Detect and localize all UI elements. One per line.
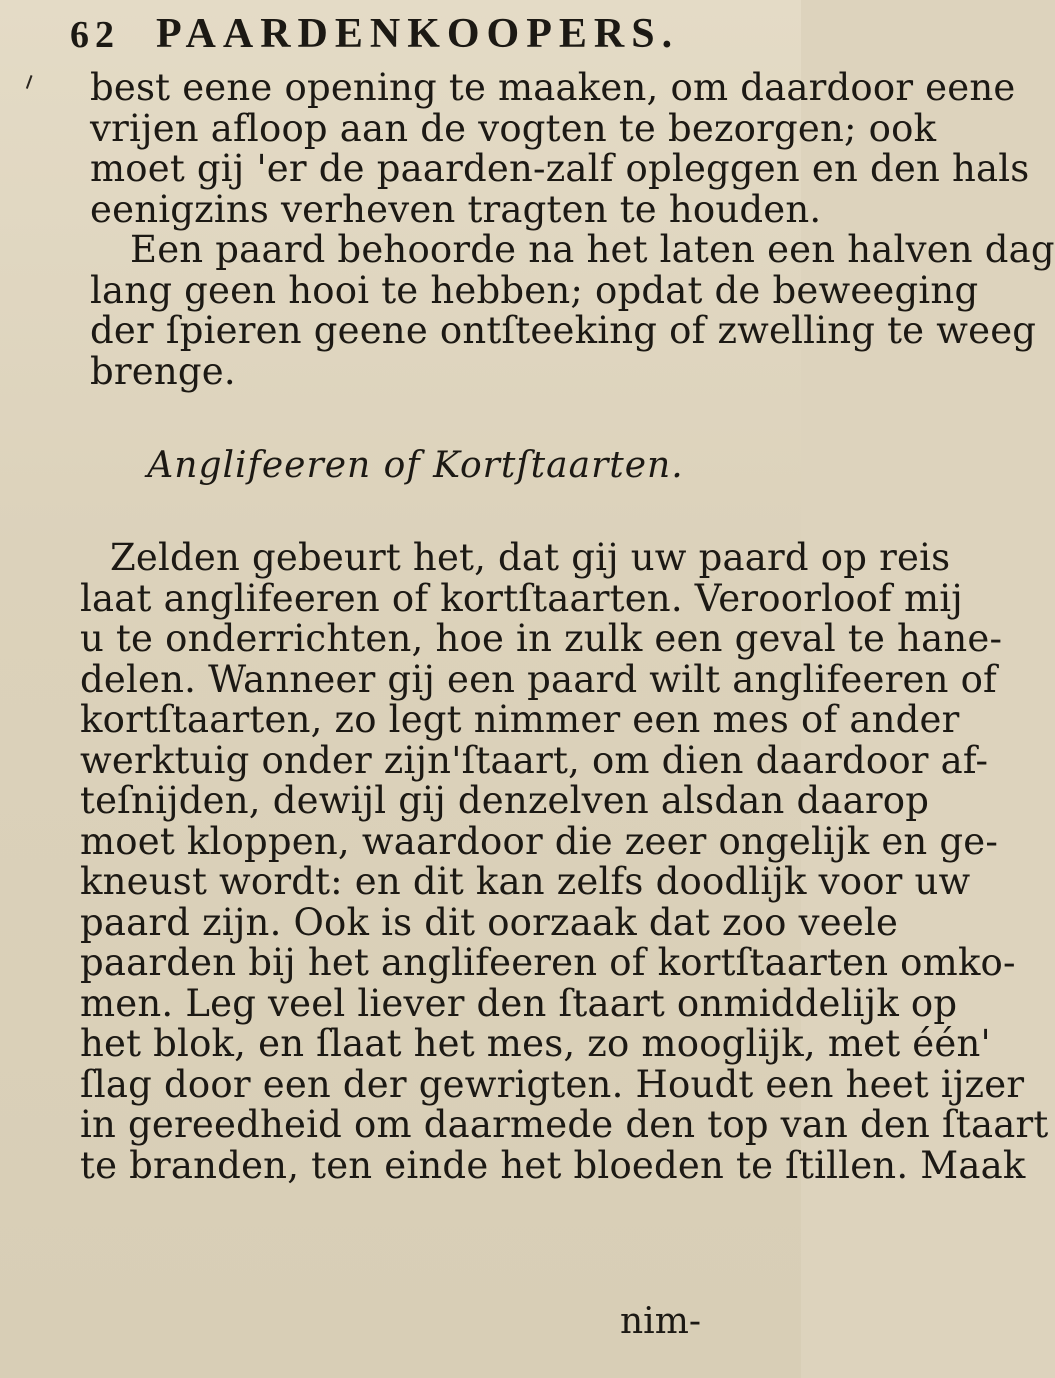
text-line: moet kloppen, waardoor die zeer ongelijk en ge- <box>80 819 999 863</box>
text-line: het blok, en ſlaat het mes, zo mooglijk, met één' <box>80 1022 991 1065</box>
text-line: Zelden gebeurt het, dat gij uw paard op reis <box>110 536 951 579</box>
running-head: PAARDENKOOPERS. <box>156 11 680 57</box>
text-line: Een paard behoorde na het laten een halven dag <box>130 228 1055 271</box>
text-line: best eene opening te maaken, om daardoor eene <box>90 66 1016 109</box>
text-line: laat anglifeeren of kortſtaarten. Veroorloof mij <box>80 576 963 620</box>
text-line: in gereedheid om daarmede den top van den ſtaart <box>80 1103 1049 1146</box>
catchword: nim- <box>620 1301 701 1342</box>
text-line: der ſpieren geene ontſteeking of zwelling te weeg <box>90 309 1037 352</box>
text-line: te branden, ten einde het bloeden te ſtillen. Maak <box>80 1143 1026 1187</box>
paragraph-opening <box>60 66 1055 393</box>
text-line: brenge. <box>90 349 236 393</box>
text-line: kortſtaarten, zo legt nimmer een mes of ander <box>80 698 960 741</box>
text-line: ſlag door een der gewrigten. Houdt een heet ijzer <box>80 1062 1025 1106</box>
text-line: u te onderrichten, hoe in zulk een geval te hane- <box>80 617 1003 660</box>
text-line: eenigzins verheven tragten te houden. <box>90 187 822 231</box>
paragraph-main <box>60 536 1049 1187</box>
text-line: paarden bij het anglifeeren of kortſtaarten omko- <box>80 941 1016 984</box>
text-line: delen. Wanneer gij een paard wilt anglifeeren of <box>80 657 997 701</box>
text-line: men. Leg veel liever den ſtaart onmiddelijk op <box>80 981 958 1025</box>
text-line: kneust wordt: en dit kan zelfs doodlijk voor uw <box>80 860 971 903</box>
page-number: 62 <box>70 14 120 56</box>
margin-mark <box>26 75 38 91</box>
page-header <box>70 10 771 62</box>
text-line: lang geen hooi te hebben; opdat de beweeging <box>90 268 979 312</box>
text-line: teſnijden, dewijl gij denzelven alsdan daarop <box>80 779 930 822</box>
text-line: werktuig onder zijn'ſtaart, om dien daardoor af- <box>80 738 989 782</box>
text-line: paard zijn. Ook is dit oorzaak dat zoo veele <box>80 900 899 944</box>
text-line: moet gij 'er de paarden-zalf opleggen en den hals <box>90 147 1030 190</box>
text-line: vrijen afloop aan de vogten te bezorgen; ook <box>90 106 937 150</box>
section-title: Anglifeeren of Kortſtaarten. <box>147 445 684 486</box>
